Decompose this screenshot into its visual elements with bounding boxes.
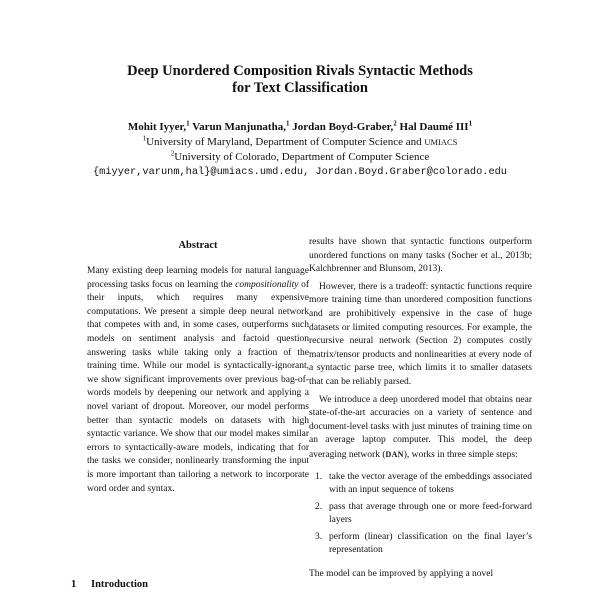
author-affil-marker: 1 <box>285 119 290 128</box>
abstract-heading: Abstract <box>178 240 218 251</box>
title-line-1: Deep Unordered Composition Rivals Syntactic Methods <box>127 63 473 79</box>
paragraph: The model can be improved by applying a novel <box>309 569 494 580</box>
author-affil-marker: 1 <box>186 119 190 128</box>
abstract-text <box>87 265 309 496</box>
paragraph-part: We introduce a deep unordered model that obtains near state-of-the-art accuracies on a variety of sentence and document-level tasks with just minutes of training time on an average laptop computer. This model, the deep averaging network ( <box>309 394 532 460</box>
affiliation-text: University of Colorado, Department of Computer Science <box>174 151 430 163</box>
author-name: Varun Manjunatha, <box>192 121 286 133</box>
abstract-part: of their inputs, which requires many expensive computations. We present a simple deep neural network that competes with and, in some cases, outperforms such models on sentiment analysis and factoid question answering tasks while taking only a fraction of the training time. While our model is syntactically-ignorant, we show significant improvements over previous bag-of-words models by deepening our network and applying a novel variant of dropout. Moreover, our model performs better than syntactic models on datasets with high syntactic variance. We show that our model makes similar errors to syntactically-aware models, indicating that for the tasks we consider, nonlinearly transforming the input is more important than tailoring a network to incorporate word order and syntax. <box>87 279 309 494</box>
list-item <box>309 531 532 558</box>
author-affil-marker: 2 <box>393 119 397 128</box>
dan-acronym: DAN <box>385 449 404 459</box>
list-text: perform (linear) classification on the final layer’s representation <box>329 531 532 556</box>
affiliation-smallcaps: UMIACS <box>424 137 458 147</box>
list-text: take the vector average of the embeddings associated with an input sequence of tokens <box>329 471 532 496</box>
paragraph: However, there is a tradeoff: syntactic functions require more training time than unordered composition functions and are prohibitively expensive in the case of huge datasets or limited computing resources. For example, the recursive neural network (Section 2) computes costly matrix/tensor products and nonlinearities at every node of a syntactic parse tree, which limits it to smaller datasets that can be reliably parsed. <box>309 281 532 387</box>
list-item <box>309 501 532 528</box>
author-name: Mohit Iyyer, <box>127 121 187 133</box>
list-number: 1. <box>315 471 323 482</box>
title-line-2: for Text Classification <box>232 80 368 96</box>
section-number: 1 <box>71 579 77 590</box>
paper-title <box>0 63 600 97</box>
abstract-emphasis: compositionality <box>235 279 299 290</box>
list-item <box>309 471 532 498</box>
author-affil-marker: 1 <box>468 119 473 128</box>
list-number: 2. <box>315 501 323 512</box>
abstract-part: Many existing deep learning models for natural language processing tasks focus on learning the <box>87 266 309 290</box>
right-column <box>309 236 532 582</box>
affiliation-2 <box>0 151 600 164</box>
affiliation-1 <box>0 136 600 149</box>
section-title: Introduction <box>91 579 148 590</box>
author-name: Jordan Boyd-Graber, <box>292 121 394 133</box>
affiliation-text: University of Maryland, Department of Computer Science and <box>146 136 425 148</box>
paragraph-part: ), works in three simple steps: <box>403 449 518 460</box>
list-number: 3. <box>315 531 323 542</box>
paragraph: results have shown that syntactic functions outperform unordered functions on many tasks (Socher et al., 2013b; Kalchbrenner and Blunsom, 2013). <box>309 237 532 275</box>
author-emails: {miyyer,varunm,hal}@umiacs.umd.edu, Jordan.Boyd.Graber@colorado.edu <box>92 166 507 178</box>
author-name: Hal Daumé III <box>399 121 469 133</box>
author-list <box>0 121 600 134</box>
steps-list <box>309 471 532 559</box>
paragraph <box>309 394 532 463</box>
section-heading <box>71 579 311 591</box>
affiliation-marker: 1 <box>142 134 147 143</box>
affiliation-marker: 2 <box>170 149 175 158</box>
list-text: pass that average through one or more feed-forward layers <box>329 501 532 526</box>
